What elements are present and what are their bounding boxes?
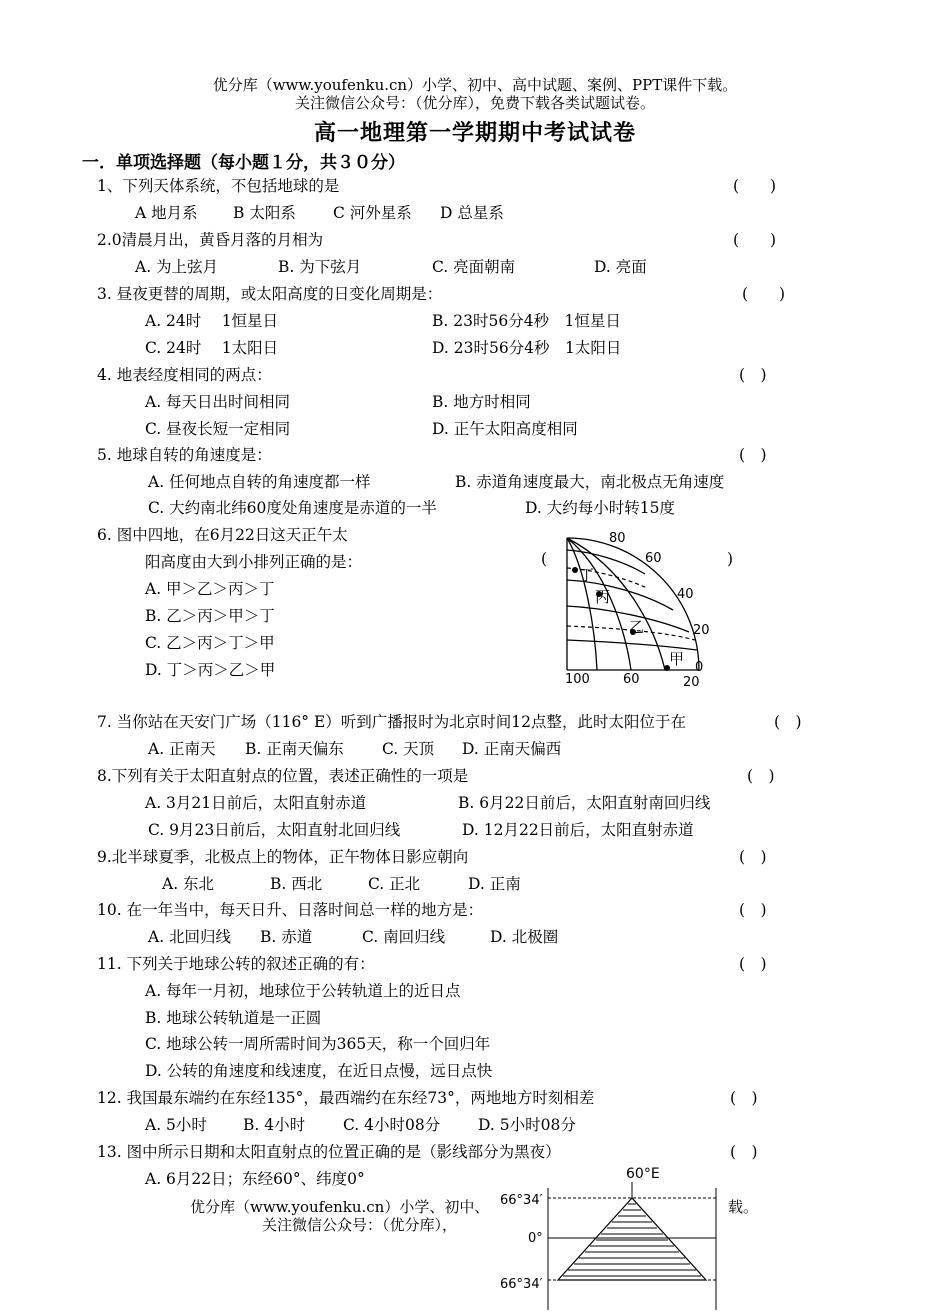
question-10-option-c: C. 南回归线	[362, 928, 446, 946]
lat-tick-0: 0	[695, 660, 704, 675]
question-4-stem: 4. 地表经度相同的两点：	[97, 366, 272, 384]
question-13-option-a: A. 6月22日；东经60°、纬度0°	[145, 1170, 365, 1188]
question-5-option-b: B. 赤道角速度最大，南北极点无角速度	[455, 473, 725, 491]
question-1-answer-paren: ( )	[733, 177, 777, 195]
question-5-option-d: D. 大约每小时转15度	[525, 499, 675, 517]
section-heading: 一．单项选择题（每小题１分，共３０分）	[82, 153, 405, 173]
lat-tick-40: 40	[677, 587, 694, 602]
question-6-figure	[555, 528, 720, 688]
question-8-option-c: C. 9月23日前后，太阳直射北回归线	[148, 821, 401, 839]
question-2-answer-paren: ( )	[733, 231, 777, 249]
question-9-option-c: C. 正北	[368, 875, 421, 893]
footer-line-2: 关注微信公众号：（优分库），	[262, 1216, 458, 1234]
question-1-stem: 1、下列天体系统，不包括地球的是	[97, 177, 340, 195]
label-jia: 甲	[669, 650, 685, 668]
question-3-option-b: B. 23时56分4秒 1恒星日	[432, 312, 621, 330]
question-7-option-b: B. 正南天偏东	[245, 740, 344, 758]
lon-tick-100: 100	[565, 672, 590, 687]
question-8-answer-paren: ( )	[747, 767, 775, 785]
lon-tick-20: 20	[683, 675, 700, 688]
question-11-option-c: C. 地球公转一周所需时间为365天，称一个回归年	[145, 1035, 491, 1053]
question-7-option-d: D. 正南天偏西	[462, 740, 562, 758]
question-6-stem-line-2: 阳高度由大到小排列正确的是：	[145, 553, 363, 571]
question-10-option-d: D. 北极圈	[490, 928, 559, 946]
parallel-20	[567, 640, 697, 650]
question-2-option-b: B. 为下弦月	[278, 258, 362, 276]
label-yi: 乙	[629, 618, 645, 636]
question-3-option-a: A. 24时 1恒星日	[145, 312, 279, 330]
question-10-answer-paren: ( )	[739, 901, 767, 919]
footer-line-1a: 优分库（www.youfenku.cn）小学、初中、	[190, 1198, 490, 1216]
question-11-option-a: A. 每年一月初，地球位于公转轨道上的近日点	[145, 982, 461, 1000]
question-7-stem: 7. 当你站在天安门广场（116° E）听到广播报时为北京时间12点整，此时太阳位于在	[97, 713, 687, 731]
question-8-option-a: A. 3月21日前后，太阳直射赤道	[145, 794, 367, 812]
fig13-lat-label-south: 66°34′	[500, 1277, 543, 1292]
question-5-answer-paren: ( )	[739, 446, 767, 464]
question-10-option-b: B. 赤道	[260, 928, 313, 946]
question-4-answer-paren: ( )	[739, 366, 767, 384]
question-4-option-c: C. 昼夜长短一定相同	[145, 420, 291, 438]
fig13-lat-label-equator: 0°	[528, 1231, 543, 1246]
question-7-option-a: A. 正南天	[148, 740, 216, 758]
question-7-answer-paren: ( )	[774, 713, 802, 731]
header-line-1: 优分库（www.youfenku.cn）小学、初中、高中试题、案例、PPT课件下载。	[212, 76, 738, 94]
question-12-option-d: D. 5小时08分	[478, 1116, 576, 1134]
question-10-stem: 10. 在一年当中，每天日升、日落时间总一样的地方是：	[97, 901, 484, 919]
question-8-option-b: B. 6月22日前后，太阳直射南回归线	[458, 794, 711, 812]
question-12-option-c: C. 4小时08分	[343, 1116, 441, 1134]
question-1-option-a: A 地月系	[135, 204, 198, 222]
question-12-option-a: A. 5小时	[145, 1116, 207, 1134]
parallel-60	[567, 580, 673, 610]
page-title: 高一地理第一学期期中考试试卷	[313, 120, 636, 146]
question-9-option-b: B. 西北	[270, 875, 323, 893]
question-6-stem-line-1: 6. 图中四地，在6月22日这天正午太	[97, 526, 348, 544]
question-2-option-c: C. 亮面朝南	[432, 258, 516, 276]
question-1-option-d: D 总星系	[440, 204, 504, 222]
question-9-stem: 9.北半球夏季，北极点上的物体，正午物体日影应朝向	[97, 848, 469, 866]
question-11-option-d: D. 公转的角速度和线速度，在近日点慢，远日点快	[145, 1062, 493, 1080]
question-9-option-d: D. 正南	[468, 875, 521, 893]
question-12-stem: 12. 我国最东端约在东经135°，最西端约在东经73°，两地地方时刻相差	[97, 1089, 595, 1107]
question-12-option-b: B. 4小时	[243, 1116, 306, 1134]
question-6-paren-left: (	[541, 550, 548, 568]
question-10-option-a: A. 北回归线	[148, 928, 232, 946]
question-9-answer-paren: ( )	[739, 848, 767, 866]
meridian-1	[567, 538, 597, 670]
question-3-option-c: C. 24时 1太阳日	[145, 339, 279, 357]
question-6-option-d: D. 丁＞丙＞乙＞甲	[145, 661, 276, 679]
question-5-option-a: A. 任何地点自转的角速度都一样	[148, 473, 371, 491]
question-1-option-b: B 太阳系	[233, 204, 296, 222]
question-2-stem: 2.0清晨月出，黄昏月落的月相为	[97, 231, 324, 249]
question-12-answer-paren: ( )	[730, 1089, 758, 1107]
question-2-option-a: A. 为上弦月	[135, 258, 219, 276]
question-6-option-c: C. 乙＞丙＞丁＞甲	[145, 634, 275, 652]
label-ding: 丁	[579, 566, 595, 584]
question-7-option-c: C. 天顶	[382, 740, 435, 758]
question-11-answer-paren: ( )	[739, 955, 767, 973]
fig13-night-triangle	[558, 1198, 706, 1280]
question-6-option-b: B. 乙＞丙＞甲＞丁	[145, 607, 275, 625]
lat-tick-80: 80	[609, 531, 626, 546]
question-6-option-a: A. 甲＞乙＞丙＞丁	[145, 580, 275, 598]
footer-line-1b: 载。	[728, 1198, 759, 1216]
header-line-2: 关注微信公众号：（优分库），免费下载各类试题试卷。	[294, 94, 655, 112]
question-13-stem: 13. 图中所示日期和太阳直射点的位置正确的是（影线部分为黑夜）	[97, 1143, 561, 1161]
fig13-top-label: 60°E	[626, 1166, 660, 1182]
question-13-answer-paren: ( )	[730, 1143, 758, 1161]
question-11-option-b: B. 地球公转轨道是一正圆	[145, 1009, 322, 1027]
lat-tick-60: 60	[645, 551, 662, 566]
question-5-stem: 5. 地球自转的角速度是：	[97, 446, 272, 464]
label-bing: 丙	[595, 588, 611, 606]
point-ding	[572, 567, 578, 573]
lon-tick-60: 60	[623, 672, 640, 687]
fig13-lat-label-north: 66°34′	[500, 1193, 543, 1208]
question-3-answer-paren: ( )	[742, 285, 786, 303]
question-2-option-d: D. 亮面	[594, 258, 647, 276]
question-3-stem: 3. 昼夜更替的周期，或太阳高度的日变化周期是：	[97, 285, 443, 303]
question-6-paren-right: )	[727, 550, 734, 568]
question-11-stem: 11. 下列关于地球公转的叙述正确的有：	[97, 955, 375, 973]
question-13-figure	[498, 1160, 728, 1316]
question-4-option-d: D. 正午太阳高度相同	[432, 420, 578, 438]
lat-tick-20: 20	[693, 623, 710, 638]
parallel-40	[567, 606, 689, 632]
question-3-option-d: D. 23时56分4秒 1太阳日	[432, 339, 622, 357]
question-4-option-a: A. 每天日出时间相同	[145, 393, 291, 411]
question-9-option-a: A. 东北	[162, 875, 215, 893]
question-8-option-d: D. 12月22日前后，太阳直射赤道	[462, 821, 694, 839]
question-5-option-c: C. 大约南北纬60度处角速度是赤道的一半	[148, 499, 437, 517]
question-1-option-c: C 河外星系	[333, 204, 412, 222]
question-8-stem: 8.下列有关于太阳直射点的位置，表述正确性的一项是	[97, 767, 469, 785]
question-4-option-b: B. 地方时相同	[432, 393, 531, 411]
